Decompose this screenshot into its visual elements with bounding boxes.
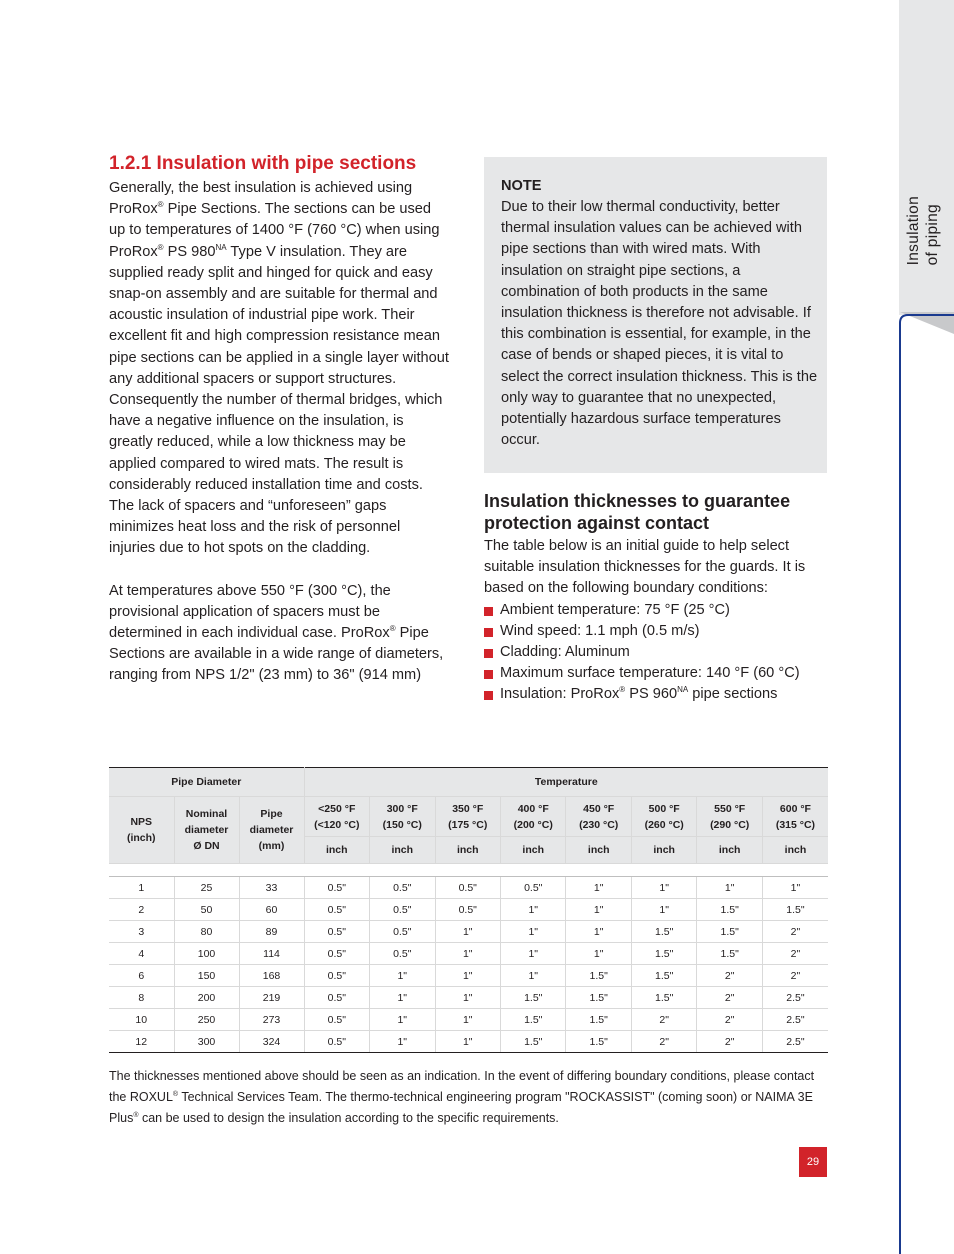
table-cell-thickness: 1.5" [631, 987, 696, 1009]
table-cell-thickness: 1" [566, 921, 631, 943]
table-row [109, 987, 828, 1009]
condition-text: Wind speed: 1.1 mph (0.5 m/s) [500, 622, 700, 639]
table-cell-pipe: 6 [109, 965, 174, 987]
table-cell-thickness: 1" [435, 965, 500, 987]
guard-heading: Insulation thicknesses to guarantee protection against contact [484, 491, 791, 533]
table-row [109, 943, 828, 965]
side-tab-line1: Insulation [905, 196, 922, 266]
table-cell-thickness: 0.5" [304, 921, 369, 943]
note-content [501, 176, 821, 451]
intro-paragraph [109, 178, 449, 560]
table-cell-thickness: 1" [370, 1031, 435, 1053]
table-cell-thickness: 1" [631, 899, 696, 921]
table-cell-pipe: 25 [174, 877, 239, 899]
temp-column-header: 450 °F (230 °C) [566, 797, 631, 837]
table-cell-thickness: 1" [370, 965, 435, 987]
table-cell-thickness: 0.5" [370, 921, 435, 943]
unit-header: inch [762, 837, 828, 864]
p1-part-d: Type V insulation. They are supplied ready split and hinged for quick and easy snap-on assembly and are suitable for thermal and acoustic insulation of industrial pipe work. Their excellent fit and high compression resistance mean pipe sections can be applied in a single layer without any additional spacers or support structures. Consequently the number of thermal bridges, which have a negative influence on the insulation, is greatly reduced, while a low thickness may be applied compared to wired mats. The result is considerably reduced installation time and costs. The lack of spacers and “unforeseen” gaps minimizes heat loss and the risk of personnel injuries due to hot spots on the cladding. [109, 243, 449, 557]
table-cell-thickness: 1" [566, 877, 631, 899]
table-cell-pipe: 273 [239, 1009, 304, 1031]
table-row [109, 1009, 828, 1031]
table-cell-thickness: 1" [566, 943, 631, 965]
footnote [109, 1066, 829, 1129]
reg-mark: ® [619, 685, 626, 695]
table-cell-pipe: 10 [109, 1009, 174, 1031]
table-cell-pipe: 324 [239, 1031, 304, 1053]
condition-text: Maximum surface temperature: 140 °F (60 °C) [500, 665, 800, 682]
table-cell-thickness: 2" [697, 987, 762, 1009]
spacers-paragraph [109, 581, 449, 687]
table-cell-thickness: 0.5" [370, 877, 435, 899]
table-cell-thickness: 1" [435, 921, 500, 943]
table-cell-thickness: 1.5" [697, 899, 762, 921]
condition-text: PS 960 [625, 686, 678, 703]
pipe-diameter-header: Pipe Diameter [109, 768, 304, 797]
bullet-square-icon [484, 649, 493, 658]
table-cell-thickness: 2.5" [762, 987, 828, 1009]
table-cell-pipe: 4 [109, 943, 174, 965]
table-cell-thickness: 1.5" [566, 1031, 631, 1053]
unit-header: inch [304, 837, 369, 864]
table-cell-thickness: 2" [631, 1009, 696, 1031]
bullet-square-icon [484, 628, 493, 637]
unit-header: inch [500, 837, 565, 864]
temperature-header: Temperature [304, 768, 828, 797]
na-mark: NA [677, 685, 689, 695]
table-cell-thickness: 0.5" [304, 943, 369, 965]
table-cell-thickness: 1.5" [697, 921, 762, 943]
table-cell-thickness: 0.5" [500, 877, 565, 899]
condition-item [484, 684, 829, 705]
reg-mark: ® [389, 624, 396, 634]
conditions-list [484, 600, 829, 706]
p1-part-b: Pipe Sections. The sections can be used up to temperatures of 1400 °F (760 °C) when using ProRox [109, 201, 440, 260]
table-cell-thickness: 0.5" [435, 877, 500, 899]
table-row [109, 965, 828, 987]
table-cell-thickness: 0.5" [304, 1009, 369, 1031]
p2-part-b: Pipe Sections are available in a wide range of diameters, ranging from NPS 1/2" (23 mm) to 36" (914 mm) [109, 625, 444, 684]
table-cell-pipe: 89 [239, 921, 304, 943]
guard-intro: The table below is an initial guide to help select suitable insulation thicknesses for the guards. It is based on the following boundary conditions: [484, 538, 806, 597]
table-cell-thickness: 1.5" [566, 987, 631, 1009]
table-row [109, 899, 828, 921]
reg-mark: ® [172, 1090, 179, 1098]
table-column-header-row [109, 797, 828, 837]
table-cell-thickness: 2" [762, 943, 828, 965]
table-cell-thickness: 2" [762, 965, 828, 987]
table-cell-thickness: 1" [500, 965, 565, 987]
table-cell-thickness: 0.5" [304, 899, 369, 921]
table-cell-thickness: 0.5" [370, 943, 435, 965]
table-cell-thickness: 0.5" [304, 877, 369, 899]
note-text: Due to their low thermal conductivity, better thermal insulation values can be achieved with pipe sections than with wired mats. With insulation on straight pipe sections, a combination of both products in the same insulation thickness is therefore not advisable. If this combination is essential, for example, in the case of bends or shaped pieces, it is vital to select the correct insulation thickness. This is the only way to guarantee that no unexpected, potentially hazardous surface temperatures occur. [501, 199, 818, 449]
table-cell-thickness: 2" [697, 1031, 762, 1053]
table-cell-thickness: 1.5" [631, 943, 696, 965]
reg-mark: ® [157, 242, 164, 252]
table-cell-thickness: 1" [435, 1031, 500, 1053]
table-cell-thickness: 1" [697, 877, 762, 899]
table-cell-pipe: 8 [109, 987, 174, 1009]
table-cell-thickness: 2" [697, 1009, 762, 1031]
footnote-part-c: can be used to design the insulation according to the specific requirements. [138, 1111, 559, 1125]
table-cell-pipe: 33 [239, 877, 304, 899]
temp-column-header: 550 °F (290 °C) [697, 797, 762, 837]
table-cell-pipe: 3 [109, 921, 174, 943]
table-cell-thickness: 0.5" [435, 899, 500, 921]
table-cell-thickness: 1" [500, 921, 565, 943]
table-cell-pipe: 168 [239, 965, 304, 987]
table-cell-thickness: 1" [500, 899, 565, 921]
mm-column-header: Pipe diameter (mm) [239, 797, 304, 864]
temp-column-header: 500 °F (260 °C) [631, 797, 696, 837]
table-row [109, 921, 828, 943]
bullet-square-icon [484, 691, 493, 700]
condition-item [484, 642, 829, 663]
table-cell-thickness: 1" [435, 943, 500, 965]
footnote-part-a: The thicknesses mentioned above should be seen as an indication. In the event of differing boundary conditions, please contact the ROXUL [109, 1069, 815, 1104]
table-row [109, 1031, 828, 1053]
table-cell-thickness: 1.5" [500, 987, 565, 1009]
table-cell-thickness: 1" [762, 877, 828, 899]
unit-header: inch [370, 837, 435, 864]
side-tab-text [904, 196, 942, 265]
reg-mark: ® [133, 1111, 139, 1119]
table-cell-pipe: 2 [109, 899, 174, 921]
table-cell-thickness: 1" [370, 1009, 435, 1031]
page-number: 29 [799, 1147, 827, 1177]
unit-header: inch [697, 837, 762, 864]
table-cell-thickness: 0.5" [304, 1031, 369, 1053]
table-cell-thickness: 1.5" [500, 1009, 565, 1031]
table-body [109, 864, 828, 1053]
table-cell-pipe: 114 [239, 943, 304, 965]
na-mark: NA [215, 242, 227, 252]
table-cell-pipe: 200 [174, 987, 239, 1009]
condition-text: pipe sections [688, 686, 778, 703]
condition-item [484, 600, 829, 621]
side-tab-line2: of piping [924, 204, 941, 266]
table-cell-thickness: 1.5" [631, 921, 696, 943]
unit-header: inch [566, 837, 631, 864]
left-column [109, 150, 449, 687]
footnote-part-b: Technical Services Team. The thermo-technical engineering program "ROCKASSIST" (coming soon) or NAIMA 3E Plus [109, 1090, 813, 1125]
table-cell-thickness: 0.5" [370, 899, 435, 921]
table-cell-pipe: 219 [239, 987, 304, 1009]
condition-item [484, 621, 829, 642]
table-cell-thickness: 1" [500, 943, 565, 965]
table-cell-thickness: 2" [762, 921, 828, 943]
table-cell-pipe: 100 [174, 943, 239, 965]
table-cell-thickness: 0.5" [304, 987, 369, 1009]
reg-mark: ® [157, 200, 164, 210]
temp-column-header: 400 °F (200 °C) [500, 797, 565, 837]
side-tab [898, 0, 954, 1254]
table-cell-pipe: 1 [109, 877, 174, 899]
p2-part-a: At temperatures above 550 °F (300 °C), the provisional application of spacers must be determined in each individual case. ProRox [109, 582, 391, 642]
table-cell-pipe: 250 [174, 1009, 239, 1031]
table-cell-thickness: 2.5" [762, 1031, 828, 1053]
note-title: NOTE [501, 178, 542, 194]
unit-header: inch [631, 837, 696, 864]
table-cell-thickness: 0.5" [304, 965, 369, 987]
temp-column-header: 300 °F (150 °C) [370, 797, 435, 837]
side-tab-label [898, 0, 954, 315]
table-cell-pipe: 60 [239, 899, 304, 921]
table-cell-thickness: 1" [631, 877, 696, 899]
dn-column-header: Nominal diameter Ø DN [174, 797, 239, 864]
table-cell-thickness: 2" [631, 1031, 696, 1053]
table-cell-thickness: 1" [435, 1009, 500, 1031]
condition-text: Cladding: Aluminum [500, 644, 630, 661]
table-cell-pipe: 80 [174, 921, 239, 943]
table-cell-pipe: 50 [174, 899, 239, 921]
thickness-table [109, 767, 828, 1053]
table-cell-thickness: 1.5" [500, 1031, 565, 1053]
temp-column-header: <250 °F (<120 °C) [304, 797, 369, 837]
table-cell-thickness: 1.5" [697, 943, 762, 965]
condition-text: Insulation: ProRox [500, 686, 620, 703]
table-spacer-row [109, 864, 828, 877]
bullet-square-icon [484, 670, 493, 679]
tab-border-line [900, 315, 954, 1254]
nps-column-header: NPS (inch) [109, 797, 174, 864]
table-cell-thickness: 2.5" [762, 1009, 828, 1031]
table-cell-pipe: 12 [109, 1031, 174, 1053]
condition-text: Ambient temperature: 75 °F (25 °C) [500, 601, 730, 618]
temp-column-header: 600 °F (315 °C) [762, 797, 828, 837]
table-row [109, 877, 828, 899]
table-group-header-row [109, 768, 828, 797]
table-cell-thickness: 1.5" [566, 1009, 631, 1031]
p1-part-c: PS 980 [163, 243, 216, 260]
temp-column-header: 350 °F (175 °C) [435, 797, 500, 837]
table-cell-thickness: 1" [566, 899, 631, 921]
note-box [484, 157, 827, 473]
bullet-square-icon [484, 607, 493, 616]
table-cell-pipe: 300 [174, 1031, 239, 1053]
table-cell-thickness: 1.5" [631, 965, 696, 987]
table-cell-pipe: 150 [174, 965, 239, 987]
right-column [484, 490, 829, 706]
table-cell-thickness: 1" [370, 987, 435, 1009]
p1-part-a: Generally, the best insulation is achieved using ProRox [109, 180, 413, 218]
table-cell-thickness: 1.5" [762, 899, 828, 921]
section-heading: 1.2.1 Insulation with pipe sections [109, 153, 417, 174]
condition-item [484, 663, 829, 684]
table-cell-thickness: 1.5" [566, 965, 631, 987]
table-cell-thickness: 2" [697, 965, 762, 987]
table-cell-thickness: 1" [435, 987, 500, 1009]
unit-header: inch [435, 837, 500, 864]
